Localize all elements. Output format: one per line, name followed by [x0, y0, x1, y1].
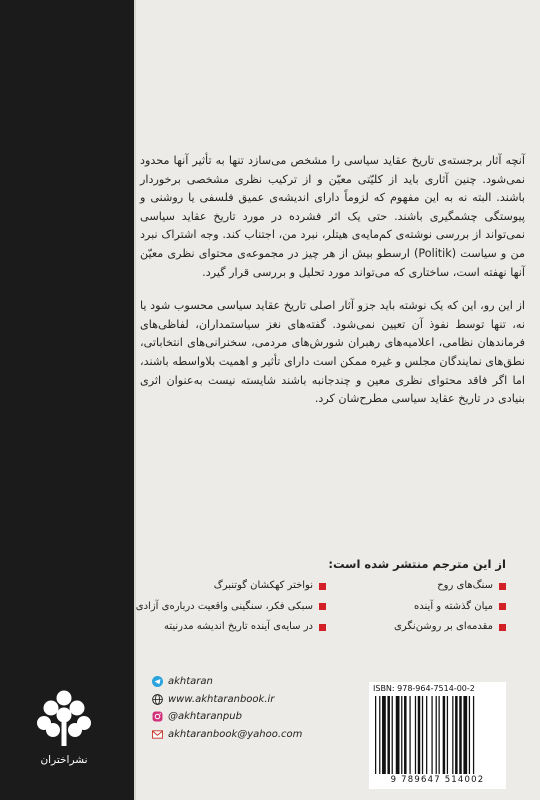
publication-item: سنگ‌های روح	[336, 576, 506, 597]
red-bullet-icon	[319, 624, 326, 631]
publication-item: سبکی فکر، سنگینی واقعیت درباره‌ی آزادی	[136, 597, 326, 618]
publisher-logo-label: نشراختران	[40, 754, 88, 766]
contact-list	[152, 673, 302, 743]
isbn-barcode	[369, 682, 506, 789]
dark-spine-panel	[0, 0, 134, 800]
publication-item: در سایه‌ی آینده تاریخ اندیشه مدرنیته	[136, 617, 326, 638]
barcode-bars	[373, 696, 502, 774]
red-bullet-icon	[499, 624, 506, 631]
red-bullet-icon	[319, 583, 326, 590]
publications-list-left	[136, 576, 326, 638]
red-bullet-icon	[499, 603, 506, 610]
publication-item: مقدمه‌ای بر روشن‌نگری	[336, 617, 506, 638]
blurb-paragraph-1: آنچه آثار برجسته‌ی تاریخ عقاید سیاسی را مشخص می‌سازد تنها به تأثیر آنها محدود نمی‌شود. چنین آثاری باید از کلیّتی معیّن و از ترکیب نظری مشخصی برخوردار باشند. البته نه به این مفهوم که لزوماً دارای اندیشه‌ی عمیق فلسفی یا روشنی و پیوستگی چشمگیری باشند. حتی یک اثر فشرده در مورد تاریخ عقاید سیاسی نمی‌تواند از بررسی نوشته‌ی کم‌مایه‌ی هیتلر، نبرد من، اجتناب کند. وجه اشتراک نبرد من و سیاست (Politik) ارسطو بیش از هر چیز در مجموعه‌ی محتوای نظری معیّن آنها نهفته است، ساختاری که می‌تواند مورد تحلیل و بررسی قرار گیرد.	[140, 154, 525, 279]
publications-heading: از این مترجم منتشر شده است:	[328, 557, 506, 571]
spine-edge	[134, 0, 136, 800]
red-bullet-icon	[319, 603, 326, 610]
mail-icon	[152, 729, 163, 740]
globe-icon	[152, 694, 163, 705]
email-contact: akhtaranbook@yahoo.com	[152, 726, 302, 744]
blurb-text	[140, 152, 525, 409]
red-bullet-icon	[499, 583, 506, 590]
publications-list-right	[336, 576, 506, 638]
publisher-logo	[34, 686, 94, 766]
website-contact: www.akhtaranbook.ir	[152, 691, 302, 709]
telegram-icon	[152, 676, 163, 687]
instagram-icon	[152, 711, 163, 722]
barcode-digits: 9 789647 514002	[390, 775, 485, 785]
isbn-label: ISBN: 978-964-7514-00-2	[373, 684, 475, 693]
blurb-paragraph-2: از این رو، این که یک نوشته باید جزو آثار اصلی تاریخ عقاید سیاسی محسوب شود یا نه، تنها توسط نفوذ آن تعیین نمی‌شود. گفته‌های نغز سیاستمداران، لفاظی‌های فرماندهان نظامی، اعلامیه‌های رهبران شورش‌های مردمی، سخنرانی‌های انتخاباتی، نطق‌های نمایندگان مجلس و غیره ممکن است دارای تأثیر و اهمیت بلاواسطه باشند، اما اگر فاقد محتوای نظری معین و چندجانبه باشند شایسته نیست به‌عنوان اثری بنیادی در تاریخ عقاید سیاسی مطرح‌شان کرد.	[140, 299, 525, 406]
tree-logo-icon	[36, 686, 92, 748]
telegram-contact: akhtaran	[152, 673, 302, 691]
instagram-contact: @akhtaranpub	[152, 708, 302, 726]
publication-item: میان گذشته و آینده	[336, 597, 506, 618]
publication-item: نواختر کهکشان گوتنبرگ	[136, 576, 326, 597]
